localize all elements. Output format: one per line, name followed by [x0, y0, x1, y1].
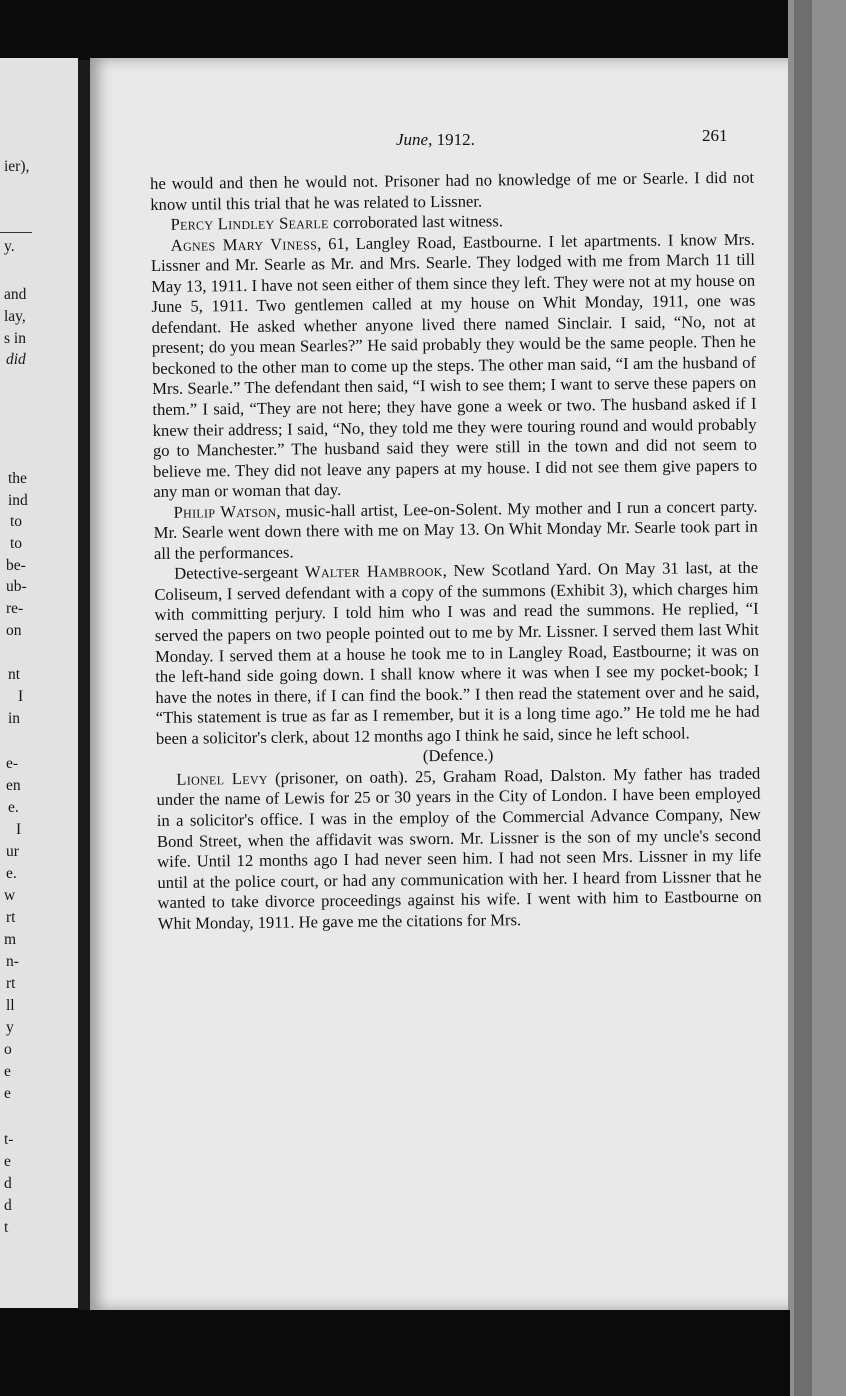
left-fragment: ier), [4, 158, 30, 175]
left-fragment: y [6, 1019, 14, 1036]
left-fragment: ll [6, 997, 15, 1014]
witness-name: Percy Lindley Searle [170, 213, 329, 234]
left-fragment: d [4, 1197, 12, 1214]
page-body [150, 168, 762, 935]
left-fragment: rt [6, 975, 16, 992]
left-fragment: y. [4, 238, 15, 255]
left-fragment: rt [6, 909, 16, 926]
left-fragment: e- [6, 755, 19, 772]
left-fragment: re- [6, 600, 24, 617]
left-fragment: I [16, 821, 22, 838]
paragraph [156, 764, 762, 935]
scan-top-border [0, 0, 790, 58]
left-fragment: on [6, 622, 22, 639]
witness-name: Agnes Mary Viness [170, 233, 318, 255]
paragraph [151, 229, 758, 502]
paragraph: he would and then he would not. Prisoner had no knowledge of me or Searle. I did not know until this trial that he was related to Lissner. [150, 167, 755, 214]
left-fragment: did [6, 351, 26, 368]
scan-right-border [788, 0, 846, 1396]
running-head [90, 126, 792, 154]
left-fragment: s in [4, 330, 26, 347]
left-fragment: e [4, 1085, 11, 1102]
witness-title: Detective-sergeant [174, 562, 306, 584]
witness-name: Philip Watson [173, 501, 277, 522]
left-fragment: ub- [6, 578, 27, 595]
left-fragment: ur [6, 843, 19, 860]
paragraph-text: corroborated last witness. [328, 211, 504, 233]
header-month: June, [396, 130, 433, 149]
left-fragment: the [8, 470, 27, 487]
left-fragment: d [4, 1175, 12, 1192]
left-fragment: o [4, 1041, 12, 1058]
witness-name: Walter Hambrook [304, 561, 443, 582]
left-fragment: w [4, 887, 16, 904]
paragraph [153, 496, 758, 564]
left-fragment: e [4, 1153, 11, 1170]
left-fragment: in [8, 710, 21, 727]
left-fragment: t- [4, 1131, 14, 1148]
scan-bottom-border [0, 1310, 790, 1396]
document-page [90, 58, 792, 1310]
paragraph [154, 558, 760, 749]
left-fragment: and [4, 286, 27, 303]
left-fragment: be- [6, 557, 26, 574]
adjacent-left-page [0, 58, 78, 1308]
left-page-rule [0, 232, 32, 233]
page-number: 261 [702, 126, 728, 145]
left-fragment: n- [6, 953, 19, 970]
left-fragment: ind [8, 492, 28, 509]
witness-name: Lionel Levy [176, 768, 268, 789]
left-fragment: to [10, 535, 23, 552]
left-fragment: en [6, 777, 21, 794]
left-fragment: t [4, 1219, 9, 1236]
paragraph-text: , New Scotland Yard. On May 31 last, at the Coliseum, I served defendant with a copy of the summons (Exhibit 3), which charges him with committing perjury. I told him who I was and read the summons. He replied, “I served the papers on two people pointed out to me by Mr. Lissner. I served them last Whit Monday. I served them at a house he took me to in Langley Road, Eastbourne; it was on the left-hand side going down. I shall know where it was when I see my pocket-book; I have the notes in there, if I can find the book.” I then read the statement over and he said, “This statement is true as far as I remember, but it is a long time ago.” He told me he had been a solicitor's clerk, about 12 months ago I think he said, since he left school. [154, 558, 760, 748]
left-fragment: e. [8, 799, 19, 816]
left-fragment: e. [6, 865, 17, 882]
header-year: 1912. [436, 130, 475, 149]
left-fragment: lay, [4, 308, 26, 325]
paragraph-text: , 61, Langley Road, Eastbourne. I let apartments. I know Mrs. Lissner and Mr. Searle as Mr. and Mrs. Searle. They lodged with me from March 11 till May 13, 1911. I have not seen either of them since they left. They were not at my house on June 5, 1911. Two gentlemen called at my house on Whit Monday, 1911, one was defendant. He asked whether anyone lived there named Sinclair. I said, “No, not at present; do you mean Searles?” He said probably they would be the same people. Then he beckoned to the other man to come up the steps. The other man said, “I am the husband of Mrs. Searle.” The defendant then said, “I wish to see them; I want to serve these papers on them.” I said, “They are not here; they have gone a week or two. The husband asked if I knew their address; I said, “No, they told me they were touring round and would probably go to Manchester.” The husband said they were still in the town and did not seem to believe me. They did not leave any papers at my house. I did not see them give papers to any man or woman that day. [150, 229, 758, 502]
left-fragment: e [4, 1063, 11, 1080]
left-fragment: nt [8, 666, 21, 683]
header-date [396, 130, 475, 150]
scan-right-border-inner [794, 0, 812, 1396]
paragraph-text: , music-hall artist, Lee-on-Solent. My mother and I run a concert party. Mr. Searle went down there with me on May 13. On Whit Monday Mr. Searle took part in all the performances. [153, 496, 758, 563]
left-fragment: m [4, 931, 17, 948]
left-fragment: I [18, 688, 24, 705]
paragraph-text: (prisoner, on oath). 25, Graham Road, Dalston. My father has traded under the name of Lewis for 25 or 30 years in the City of London. I have been employed in a solicitor's office. I was in the employ of the Commercial Advance Company, New Bond Street, when the affidavit was sworn. Mr. Lissner is the son of my uncle's second wife. Until 12 months ago I had never seen him. I had not seen Mrs. Lissner in my life until at the police court, or had any communication with her. I heard from Lissner that he wanted to take divorce proceedings against his wife. I went with him to Eastbourne on Whit Monday, 1911. He gave me the citations for Mrs. [156, 763, 762, 933]
left-fragment: to [10, 513, 23, 530]
section-heading: (Defence.) [422, 745, 494, 766]
